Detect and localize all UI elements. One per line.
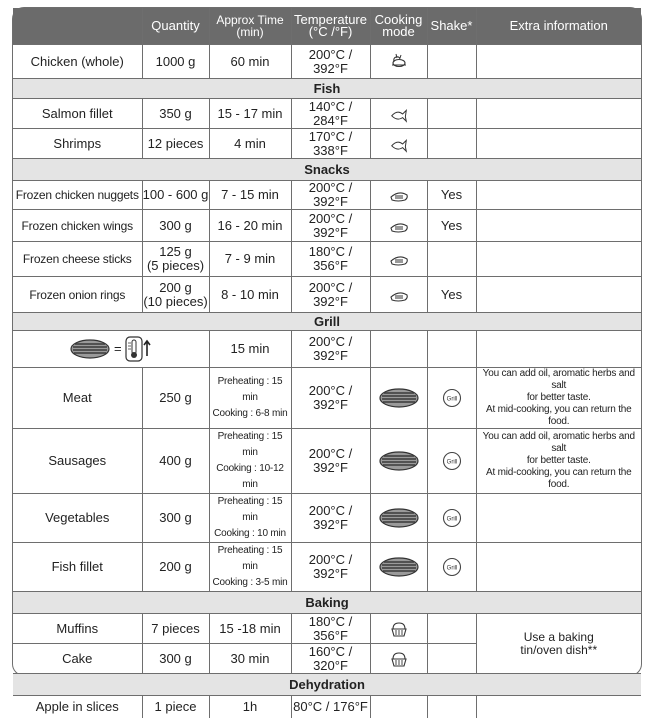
- food-name: Frozen chicken nuggets: [13, 181, 142, 210]
- table-row: [13, 99, 641, 129]
- table-row: [13, 494, 641, 543]
- mode-cell: [370, 210, 427, 242]
- shake: [427, 129, 476, 159]
- header-time: Approx Time (min): [209, 8, 291, 45]
- extra: [476, 277, 641, 313]
- header-temperature: Temperature (°C /°F): [291, 8, 370, 45]
- quantity: 200 g: [142, 543, 209, 592]
- shake: [427, 614, 476, 644]
- temperature: 180°C / 356°F: [291, 242, 370, 277]
- cooking-time: Cooking : 10-12 min: [216, 463, 284, 490]
- quantity-amount: 125 g: [159, 244, 192, 259]
- temperature: 140°C / 284°F: [291, 99, 370, 129]
- mode-cell: [370, 129, 427, 159]
- temperature: 200°C / 392°F: [291, 543, 370, 592]
- quantity: 250 g: [142, 368, 209, 429]
- mode-cell: [370, 368, 427, 429]
- extra: [476, 242, 641, 277]
- mode-cell: [370, 543, 427, 592]
- section-baking: Baking: [13, 592, 641, 614]
- table-row: [13, 614, 641, 644]
- temperature: 200°C / 392°F: [291, 45, 370, 79]
- extra: [476, 696, 641, 718]
- table-row: [13, 277, 641, 313]
- preheat-time: Preheating : 15 min: [217, 431, 283, 458]
- extra-line: You can add oil, aromatic herbs and salt: [482, 431, 635, 454]
- shake: Yes: [427, 181, 476, 210]
- temperature: 200°C / 392°F: [291, 331, 370, 368]
- quantity: 350 g: [142, 99, 209, 129]
- cooking-time: Cooking : 6-8 min: [212, 408, 288, 419]
- bake-icon: [389, 649, 409, 669]
- extra-line: At mid-cooking, you can return the food.: [486, 404, 632, 427]
- grill-plate-icon: [70, 339, 110, 359]
- extra: [476, 614, 641, 674]
- mode-cell: [370, 494, 427, 543]
- mode-cell: [370, 45, 427, 79]
- mode-cell: [370, 429, 427, 494]
- extra: [476, 129, 641, 159]
- header-quantity: Quantity: [142, 8, 209, 45]
- extra: [476, 99, 641, 129]
- food-name: Chicken (whole): [13, 45, 142, 79]
- quantity: 400 g: [142, 429, 209, 494]
- extra-line: for better taste.: [526, 455, 591, 466]
- mode-cell: [370, 181, 427, 210]
- shake-cell: [427, 494, 476, 543]
- preheat-time: Preheating : 15 min: [217, 376, 283, 403]
- time: 7 - 15 min: [209, 181, 291, 210]
- roast-chicken-icon: [389, 53, 409, 71]
- extra-line: At mid-cooking, you can return the food.: [486, 467, 632, 490]
- section-row: [13, 159, 641, 181]
- extra: [476, 543, 641, 592]
- food-name: Frozen chicken wings: [13, 210, 142, 242]
- temperature: 200°C / 392°F: [291, 181, 370, 210]
- extra: [476, 331, 641, 368]
- table-row: [13, 331, 641, 368]
- header-shake: Shake*: [427, 8, 476, 45]
- shake: Yes: [427, 277, 476, 313]
- table-row: [13, 242, 641, 277]
- extra: [476, 210, 641, 242]
- grill-badge-icon: [442, 508, 462, 528]
- grill-badge-icon: [442, 388, 462, 408]
- food-name: Shrimps: [13, 129, 142, 159]
- shake: [427, 644, 476, 674]
- grill-plate-icon: [379, 388, 419, 408]
- extra: [476, 494, 641, 543]
- temperature: 200°C / 392°F: [291, 210, 370, 242]
- mode-cell: [370, 277, 427, 313]
- extra: [476, 45, 641, 79]
- food-name: Frozen onion rings: [13, 277, 142, 313]
- food-name: Cake: [13, 644, 142, 674]
- quantity-pieces: (5 pieces): [146, 258, 205, 273]
- shake: [427, 331, 476, 368]
- cooking-table: [13, 8, 641, 718]
- temperature: 170°C / 338°F: [291, 129, 370, 159]
- temperature: 200°C / 392°F: [291, 277, 370, 313]
- quantity: 1 piece: [142, 696, 209, 718]
- quantity: [142, 277, 209, 313]
- fish-icon: [389, 105, 409, 123]
- shake-cell: [427, 429, 476, 494]
- food-name: Muffins: [13, 614, 142, 644]
- food-name: Vegetables: [13, 494, 142, 543]
- time: 30 min: [209, 644, 291, 674]
- cooking-table-frame: [12, 7, 642, 714]
- quantity: 300 g: [142, 210, 209, 242]
- mode-cell: [370, 99, 427, 129]
- bake-icon: [389, 619, 409, 639]
- quantity: 100 - 600 g: [142, 181, 209, 210]
- shake: Yes: [427, 210, 476, 242]
- time: 15 min: [209, 331, 291, 368]
- grill-plate-icon: [379, 451, 419, 471]
- table-row: [13, 543, 641, 592]
- temperature: 200°C / 392°F: [291, 368, 370, 429]
- time: 4 min: [209, 129, 291, 159]
- time: [209, 494, 291, 543]
- shake-cell: [427, 368, 476, 429]
- section-row: [13, 313, 641, 331]
- time: 16 - 20 min: [209, 210, 291, 242]
- time: [209, 368, 291, 429]
- temperature: 160°C / 320°F: [291, 644, 370, 674]
- temperature: 200°C / 392°F: [291, 494, 370, 543]
- time: 60 min: [209, 45, 291, 79]
- quantity: 1000 g: [142, 45, 209, 79]
- food-name: Salmon fillet: [13, 99, 142, 129]
- table-row: [13, 429, 641, 494]
- grill-preheat-legend: [13, 331, 209, 368]
- fish-icon: [389, 135, 409, 153]
- section-row: [13, 79, 641, 99]
- time: 8 - 10 min: [209, 277, 291, 313]
- quantity: 7 pieces: [142, 614, 209, 644]
- fries-icon: [389, 218, 409, 234]
- section-fish: Fish: [13, 79, 641, 99]
- grill-badge-icon: [442, 557, 462, 577]
- header-row: [13, 8, 641, 45]
- thermometer-icon: [125, 336, 151, 362]
- extra-line: You can add oil, aromatic herbs and salt: [482, 368, 635, 391]
- shake-cell: [427, 543, 476, 592]
- food-name: Meat: [13, 368, 142, 429]
- grill-badge-icon: [442, 451, 462, 471]
- extra-line: tin/oven dish**: [520, 642, 598, 657]
- section-grill: Grill: [13, 313, 641, 331]
- preheat-time: Preheating : 15 min: [217, 545, 283, 572]
- grill-plate-icon: [379, 508, 419, 528]
- quantity: 300 g: [142, 494, 209, 543]
- table-row: [13, 181, 641, 210]
- cooking-time: Cooking : 3-5 min: [212, 577, 288, 588]
- mode-cell: [370, 644, 427, 674]
- fries-icon: [389, 287, 409, 303]
- food-name: Fish fillet: [13, 543, 142, 592]
- time: 15 -18 min: [209, 614, 291, 644]
- header-extra: Extra information: [476, 8, 641, 45]
- table-row: [13, 129, 641, 159]
- extra: [476, 368, 641, 429]
- mode-cell: [370, 614, 427, 644]
- extra-line: for better taste.: [526, 392, 591, 403]
- shake: [427, 45, 476, 79]
- shake: [427, 99, 476, 129]
- temperature: 180°C / 356°F: [291, 614, 370, 644]
- food-name: Apple in slices: [13, 696, 142, 718]
- mode-cell: [370, 331, 427, 368]
- shake: [427, 696, 476, 718]
- time: 15 - 17 min: [209, 99, 291, 129]
- quantity: 300 g: [142, 644, 209, 674]
- table-row: [13, 368, 641, 429]
- food-name: Sausages: [13, 429, 142, 494]
- extra-line: Use a baking: [523, 629, 594, 644]
- temperature: 80°C / 176°F: [291, 696, 370, 718]
- time: 1h: [209, 696, 291, 718]
- mode-cell: [370, 242, 427, 277]
- extra: [476, 181, 641, 210]
- preheat-time: Preheating : 15 min: [217, 496, 283, 523]
- header-mode: Cooking mode: [370, 8, 427, 45]
- quantity: 12 pieces: [142, 129, 209, 159]
- section-dehydration: Dehydration: [13, 674, 641, 696]
- time: [209, 543, 291, 592]
- grill-plate-icon: [379, 557, 419, 577]
- quantity: [142, 242, 209, 277]
- header-food: [13, 8, 142, 45]
- time: 7 - 9 min: [209, 242, 291, 277]
- equals-sign: =: [113, 341, 122, 356]
- food-name: Frozen cheese sticks: [13, 242, 142, 277]
- cooking-time: Cooking : 10 min: [214, 528, 286, 539]
- table-row: [13, 210, 641, 242]
- fries-icon: [389, 251, 409, 267]
- quantity-amount: 200 g: [159, 279, 192, 295]
- quantity-pieces: (10 pieces): [143, 293, 208, 309]
- section-row: [13, 592, 641, 614]
- mode-cell: [370, 696, 427, 718]
- fries-icon: [389, 187, 409, 203]
- table-row: [13, 45, 641, 79]
- table-row: [13, 696, 641, 718]
- temperature: 200°C / 392°F: [291, 429, 370, 494]
- extra: [476, 429, 641, 494]
- section-row: [13, 674, 641, 696]
- section-snacks: Snacks: [13, 159, 641, 181]
- time: [209, 429, 291, 494]
- shake: [427, 242, 476, 277]
